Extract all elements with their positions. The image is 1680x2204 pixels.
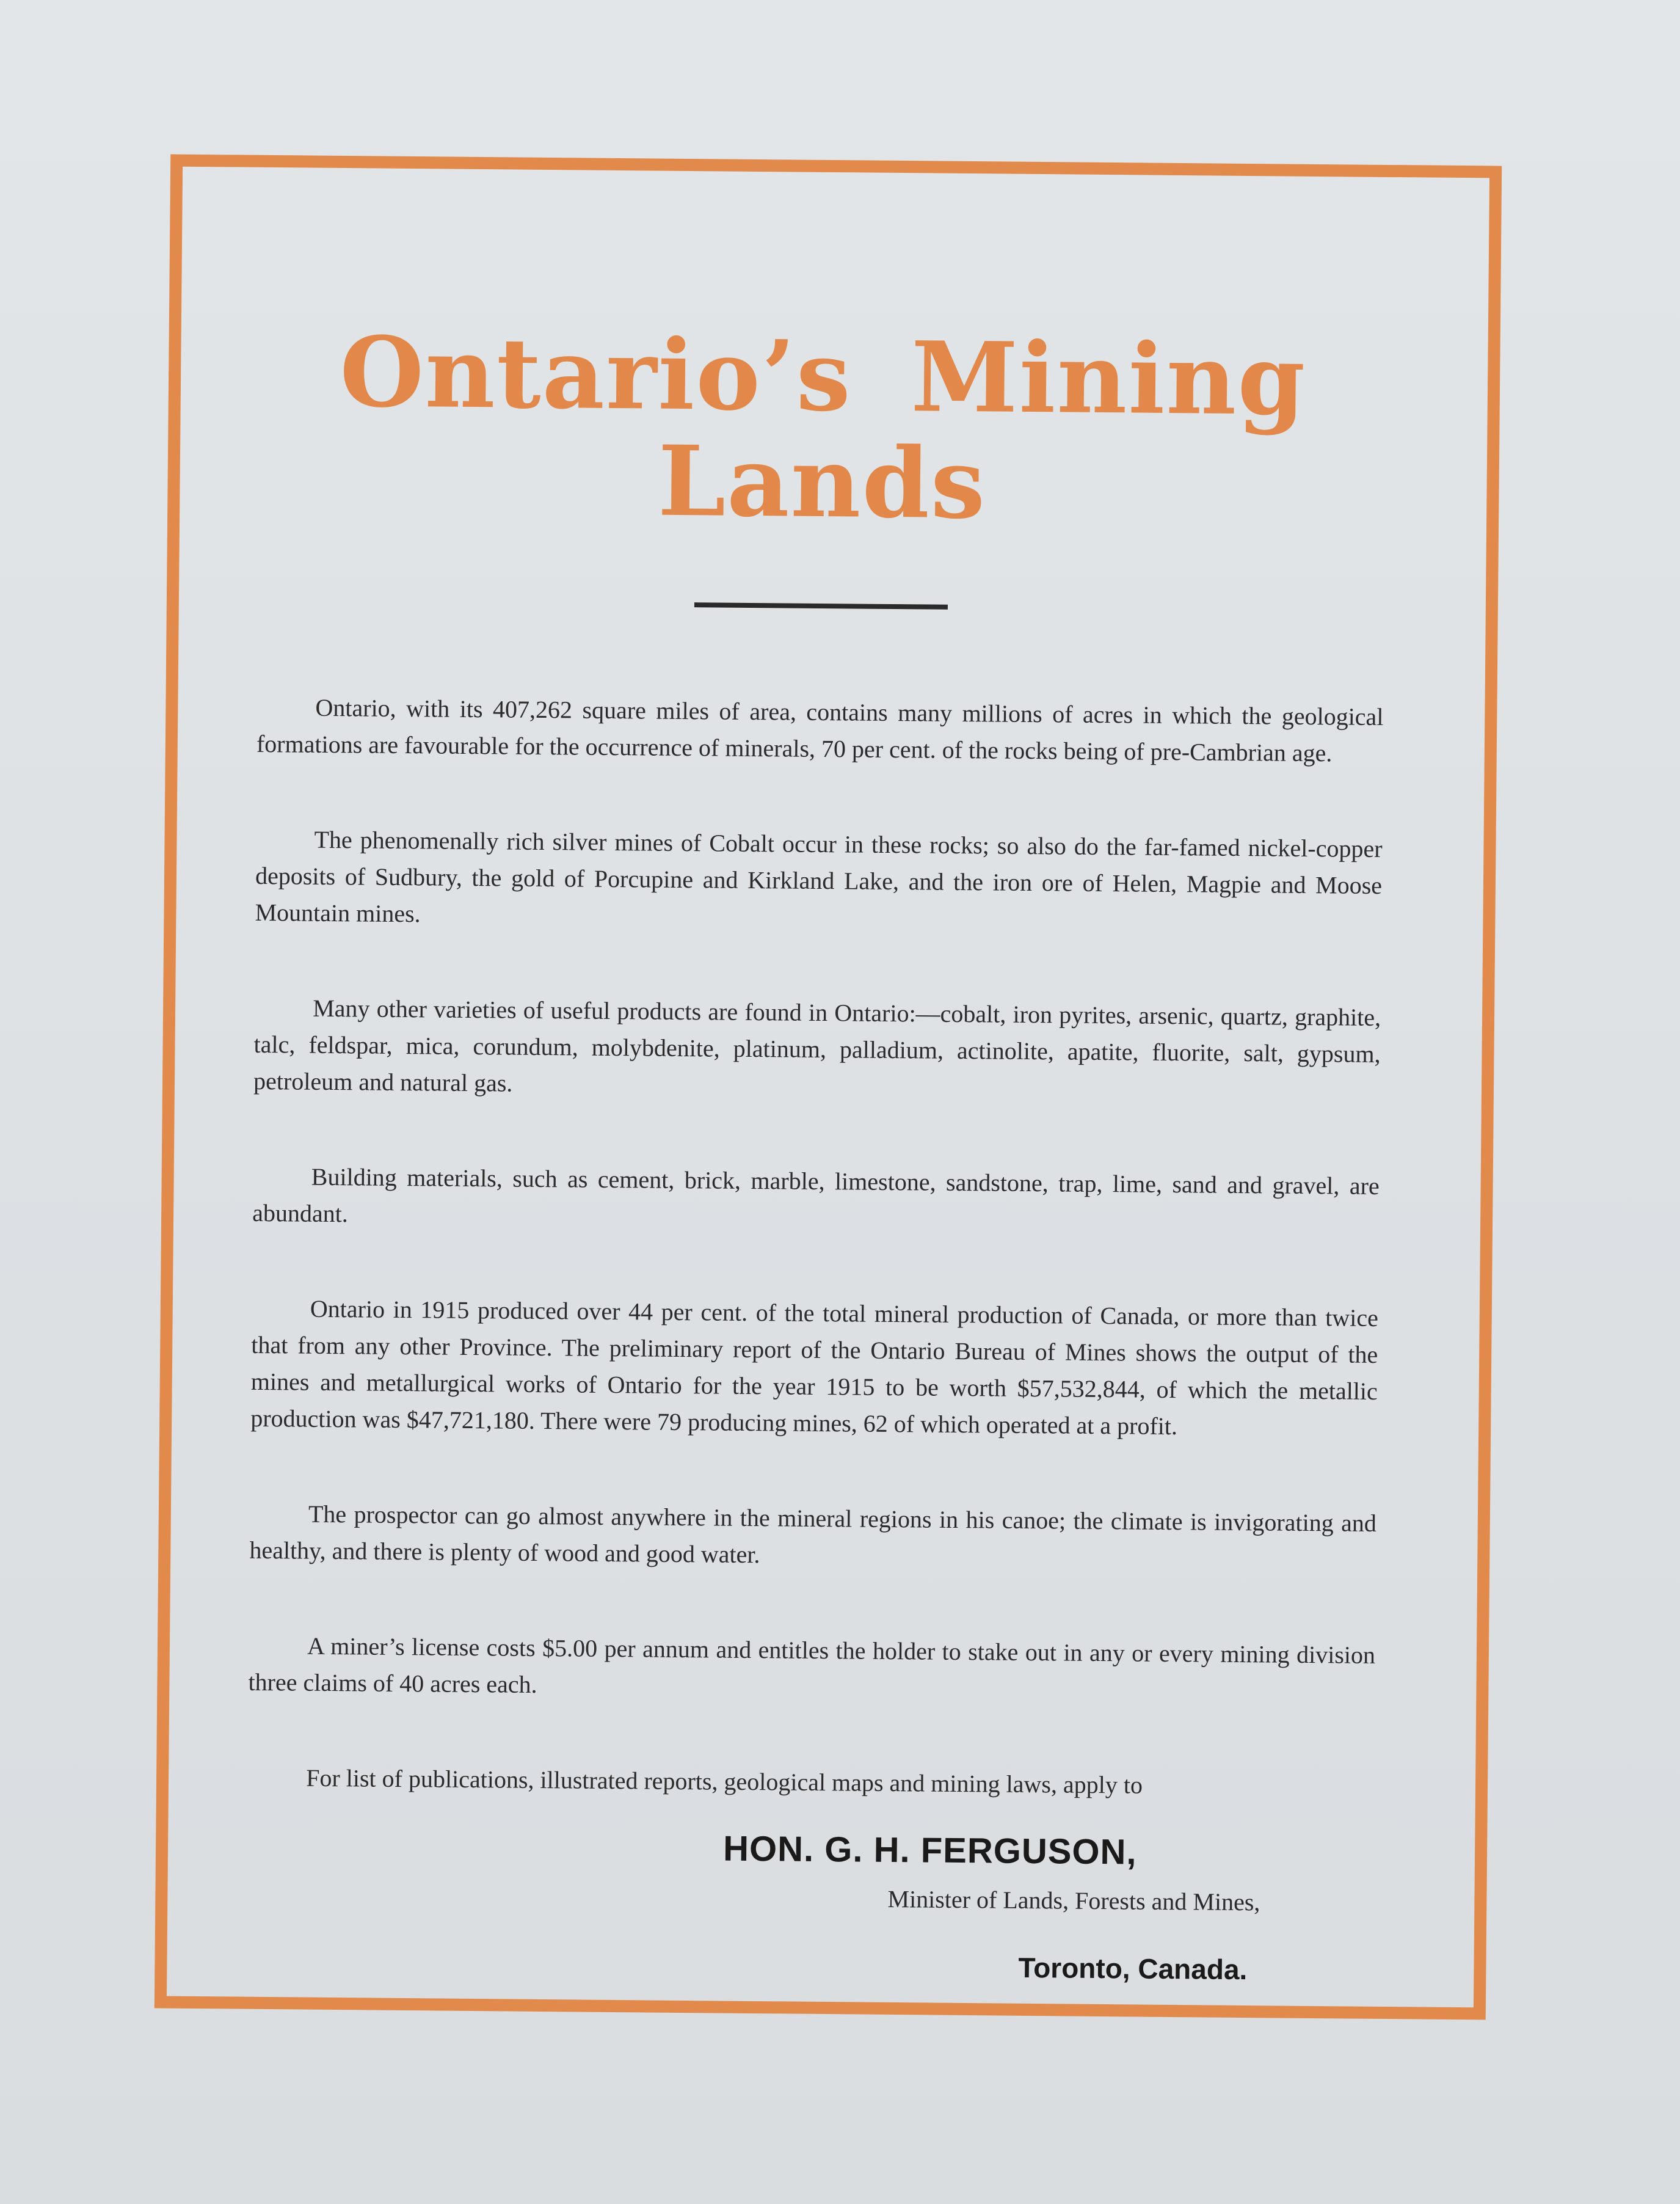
paragraph-production-1915: Ontario in 1915 produced over 44 per cent. of the total mineral production of Canada, or more than twice that from any other Province. The preliminary report of the Ontario Bureau of Mines shows the output of the mines and metallurgical works of Ontario for the year 1915 to be worth $57,532,844, of which the metallic production was $47,721,180. There were 79 producing mines, 62 of which operated at a profit.	[250, 1294, 1379, 1440]
title-divider	[694, 602, 948, 610]
signature-role: Minister of Lands, Forests and Mines,	[887, 1885, 1260, 1916]
body-text	[247, 689, 1384, 1806]
signature-name: HON. G. H. FERGUSON,	[722, 1828, 1137, 1872]
paragraph-building-materials: Building materials, such as cement, brick, marble, limestone, sandstone, trap, lime, sand and gravel, are abundant.	[252, 1162, 1380, 1227]
page-title: Ontario’s Mining Lands	[339, 316, 1307, 541]
paragraph-license: A miner’s license costs $5.00 per annum and entitles the holder to stake out in any or every mining division three claims of 40 acres each.	[248, 1632, 1376, 1698]
paragraph-publications: For list of publications, illustrated reports, geological maps and mining laws, apply to	[306, 1764, 1143, 1799]
signature-city: Toronto, Canada.	[1018, 1951, 1248, 1985]
paragraph-prospector: The prospector can go almost anywhere in the mineral regions in his canoe; the climate is invigorating and healthy, and there is plenty of wood and good water.	[249, 1500, 1377, 1568]
content	[245, 316, 1387, 1989]
paragraph-products: Many other varieties of useful products are found in Ontario:—cobalt, iron pyrites, arsenic, quartz, graphite, talc, feldspar, mica, corundum, molybdenite, platinum, palladium, actinolite, apatite, fluorite, salt, gypsum, petroleum and natural gas.	[253, 994, 1381, 1097]
paragraph-area: Ontario, with its 407,262 square miles of area, contains many millions of acres in which the geological formations are favourable for the occurrence of minerals, 70 per cent. of the rocks being of pre-Cambrian age.	[256, 693, 1384, 767]
signature-block	[245, 1820, 1373, 1988]
paragraph-silver-mines: The phenomenally rich silver mines of Cobalt occur in these rocks; so also do the far-famed nickel-copper deposits of Sudbury, the gold of Porcupine and Kirkland Lake, and the iron ore of Helen, Magpie and Moose Mountain mines.	[255, 825, 1383, 927]
